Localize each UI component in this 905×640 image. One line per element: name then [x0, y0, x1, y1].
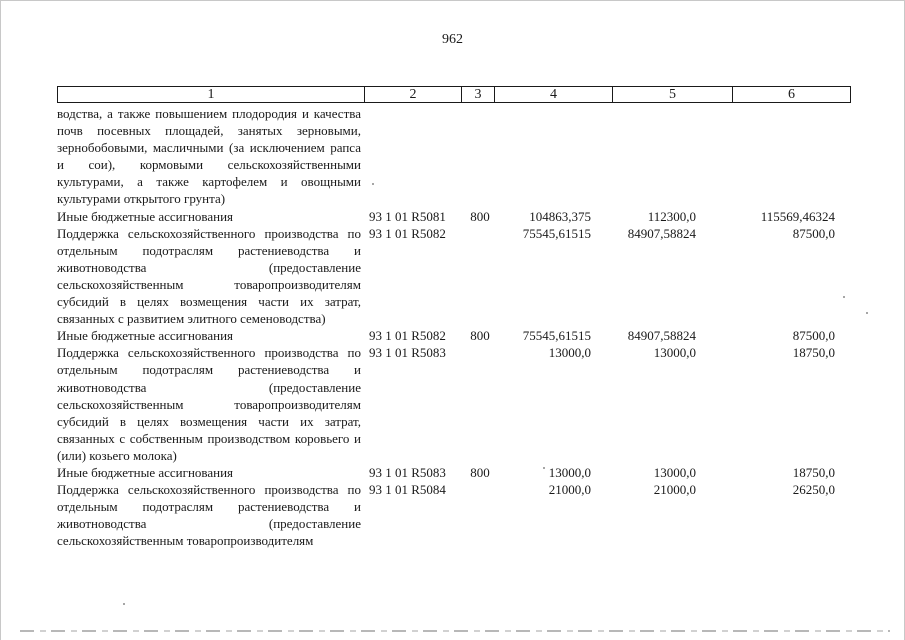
row-amount-col4: 13000,0 [548, 464, 591, 480]
row-expense-type: 800 [470, 208, 490, 224]
table-row [57, 327, 850, 344]
row-amount-col4: 75545,61515 [522, 225, 591, 241]
row-code: 93 1 01 R5081 [369, 208, 446, 224]
column-header-5: 5 [613, 87, 733, 103]
column-header-4: 4 [495, 87, 613, 103]
row-code: 93 1 01 R5082 [369, 328, 446, 344]
row-amount-col5: 13000,0 [653, 345, 696, 361]
column-header-2: 2 [365, 87, 462, 103]
row-description: водства, а также повышением плодородия и качества почв посевных площадей, занятых зерновыми, зернобобовыми, масличными (за исключением рапса и сои), кормовыми сельскохозяйственными культурами, а также картофелем и овощными культурами открытого грунта) [57, 106, 361, 207]
scan-speck [866, 312, 868, 314]
row-amount-col6: 18750,0 [792, 345, 835, 361]
row-code: 93 1 01 R5083 [369, 464, 446, 480]
bottom-scan-edge [20, 630, 890, 632]
column-header-1: 1 [58, 87, 365, 103]
row-amount-col6: 87500,0 [792, 328, 835, 344]
table-row [57, 464, 850, 481]
budget-rows [57, 105, 850, 549]
row-amount-col4: 13000,0 [548, 345, 591, 361]
row-amount-col6: 115569,46324 [760, 208, 835, 224]
row-amount-col4: 104863,375 [529, 208, 591, 224]
table-row [57, 225, 850, 328]
row-expense-type: 800 [470, 464, 490, 480]
row-amount-col5: 84907,58824 [627, 225, 696, 241]
column-header-3: 3 [462, 87, 495, 103]
row-expense-type: 800 [470, 328, 490, 344]
row-description: Поддержка сельскохозяйственного производства по отдельным подотраслям растениеводства и животноводства (предоставление сельскохозяйственным товаропроизводителям субсидий в целях возмещения части их затрат, связанных с развитием элитного семеноводства) [57, 225, 361, 327]
row-amount-col5: 84907,58824 [627, 328, 696, 344]
row-amount-col5: 21000,0 [653, 482, 696, 498]
table-row [57, 481, 850, 549]
row-code: 93 1 01 R5084 [369, 482, 446, 498]
row-amount-col5: 13000,0 [653, 464, 696, 480]
column-header-row [58, 87, 851, 103]
column-header-6: 6 [733, 87, 851, 103]
row-amount-col6: 26250,0 [792, 482, 835, 498]
row-amount-col6: 87500,0 [792, 225, 835, 241]
row-amount-col4: 75545,61515 [522, 328, 591, 344]
scan-speck [123, 603, 125, 605]
row-amount-col5: 112300,0 [647, 208, 696, 224]
column-header-table [57, 86, 851, 103]
table-row [57, 344, 850, 464]
row-description: Иные бюджетные ассигнования [57, 464, 234, 480]
row-amount-col6: 18750,0 [792, 464, 835, 480]
row-amount-col4: 21000,0 [548, 482, 591, 498]
page-number: 962 [442, 32, 463, 47]
row-description: Иные бюджетные ассигнования [57, 328, 234, 344]
scan-speck [843, 296, 845, 298]
row-code: 93 1 01 R5083 [369, 345, 446, 361]
row-description: Иные бюджетные ассигнования [57, 208, 234, 224]
row-code: 93 1 01 R5082 [369, 225, 446, 241]
table-row [57, 105, 850, 208]
frame-top-edge [0, 0, 905, 1]
frame-left-edge [0, 0, 1, 640]
scan-speck [372, 183, 374, 185]
row-description: Поддержка сельскохозяйственного производства по отдельным подотраслям растениеводства и животноводства (предоставление сельскохозяйственным товаропроизводителям [57, 482, 361, 549]
table-row [57, 208, 850, 225]
scan-speck [543, 467, 545, 469]
row-description: Поддержка сельскохозяйственного производства по отдельным подотраслям растениеводства и животноводства (предоставление сельскохозяйственным товаропроизводителям субсидий в целях возмещения части их затрат, связанных с собственным производством коровьего и (или) козьего молока) [57, 345, 361, 463]
